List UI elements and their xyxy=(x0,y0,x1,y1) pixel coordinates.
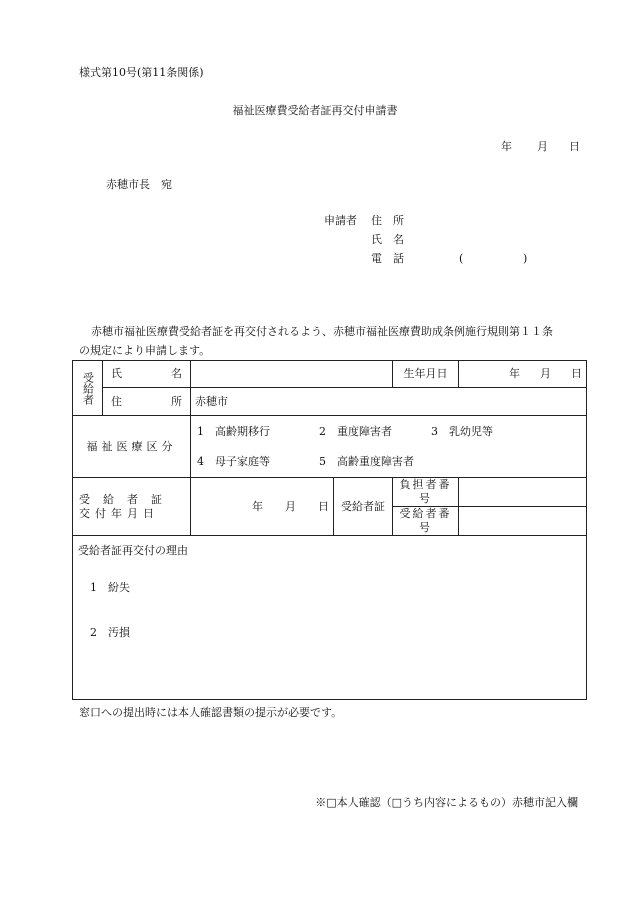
recipient-label: 受給者 xyxy=(81,371,95,405)
recipient-number-label: 受給者番号 xyxy=(393,507,459,536)
name-label-char-1: 氏 xyxy=(111,367,122,380)
name-label-char-2: 名 xyxy=(171,367,182,380)
body-text-line1: 赤穂市福祉医療費受給者証を再交付されるよう、赤穂市福祉医療費助成条例施行規則第１１条 xyxy=(91,325,553,338)
address-value: 赤穂市 xyxy=(195,394,228,408)
address-label-char-2: 所 xyxy=(171,394,182,408)
name-label-cell xyxy=(103,361,191,388)
applicant-address-label: 住 所 xyxy=(371,214,404,227)
office-use-note: ※□本人確認（□うち内容によるもの）赤穂市記入欄 xyxy=(315,796,578,809)
welfare-option-5[interactable]: 5 高齢重度障害者 xyxy=(319,454,414,468)
issue-date-label-cell xyxy=(73,478,191,536)
applicant-label: 申請者 xyxy=(324,214,357,227)
dob-month-unit: 月 xyxy=(540,367,551,380)
phone-close-paren: ) xyxy=(523,252,528,265)
issue-day-unit: 日 xyxy=(318,499,329,513)
reason-box[interactable] xyxy=(73,536,587,700)
address-field[interactable] xyxy=(191,388,587,416)
application-table xyxy=(72,360,587,700)
phone-open-paren: ( xyxy=(459,252,464,265)
recipient-label-cell xyxy=(73,361,103,416)
dob-year-unit: 年 xyxy=(509,367,520,380)
welfare-label: 福祉医療区分 xyxy=(86,439,177,453)
issue-year-unit: 年 xyxy=(252,499,263,513)
welfare-options-cell[interactable] xyxy=(191,416,587,478)
issue-date-field[interactable] xyxy=(191,478,334,536)
welfare-label-cell xyxy=(73,416,191,478)
address-label-cell xyxy=(103,388,191,416)
date-day: 日 xyxy=(569,140,580,153)
reason-option-lost[interactable]: 1 紛失 xyxy=(90,581,130,594)
welfare-option-3[interactable]: 3 乳幼児等 xyxy=(431,424,493,438)
recipient-number-field[interactable] xyxy=(459,507,587,536)
name-field[interactable] xyxy=(191,361,393,388)
issue-date-label-line2: 交付年月日 xyxy=(79,506,159,520)
addressee: 赤穂市長 宛 xyxy=(106,178,172,191)
certificate-label: 受給者証 xyxy=(334,478,393,536)
welfare-option-2[interactable]: 2 重度障害者 xyxy=(319,424,392,438)
dob-day-unit: 日 xyxy=(571,367,582,380)
reason-option-damaged[interactable]: 2 汚損 xyxy=(90,626,130,639)
date-year: 年 xyxy=(501,140,512,153)
address-label-char-1: 住 xyxy=(111,394,122,408)
issue-month-unit: 月 xyxy=(285,499,296,513)
reason-label: 受給者証再交付の理由 xyxy=(78,544,188,557)
date-month: 月 xyxy=(537,140,548,153)
welfare-option-1[interactable]: 1 高齢期移行 xyxy=(197,424,270,438)
welfare-option-4[interactable]: 4 母子家庭等 xyxy=(197,454,270,468)
payer-number-field[interactable] xyxy=(459,478,587,507)
issue-date-label-line1: 受給者証 xyxy=(79,492,175,506)
body-text-line2: の規定により申請します。 xyxy=(79,344,211,357)
applicant-phone-label: 電 話 xyxy=(371,252,404,265)
form-number: 様式第10号(第11条関係) xyxy=(79,66,204,79)
document-title: 福祉医療費受給者証再交付申請書 xyxy=(232,104,398,117)
payer-number-label: 負担者番号 xyxy=(393,478,459,507)
applicant-name-label: 氏 名 xyxy=(371,233,404,246)
dob-label: 生年月日 xyxy=(393,361,459,388)
dob-field[interactable] xyxy=(459,361,587,388)
notice-text: 窓口への提出時には本人確認書類の提示が必要です。 xyxy=(79,706,343,719)
